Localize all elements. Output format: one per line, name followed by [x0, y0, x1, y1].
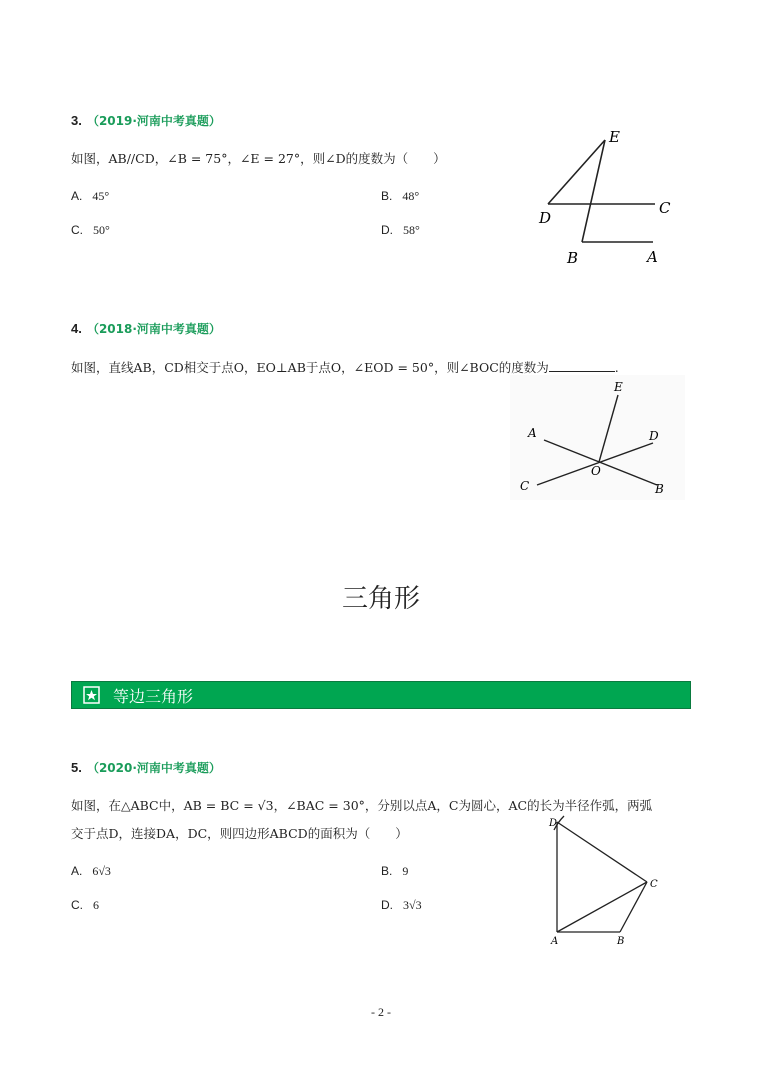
q5-option-d[interactable]: D. 3√3 — [381, 898, 422, 912]
q5-line-dc — [557, 822, 647, 882]
q3-line-eb — [582, 140, 605, 242]
q5-option-a[interactable]: A. 6√3 — [71, 864, 111, 878]
q4-label-e: E — [614, 380, 623, 394]
q3-option-a[interactable]: A. 45° — [71, 189, 110, 203]
q5-source: （2020·河南中考真题） — [86, 761, 221, 775]
q4-number: 4. — [71, 321, 82, 336]
q5-label-a: A — [551, 936, 559, 947]
q5-stem-line2: 交于点D，连接DA，DC，则四边形ABCD的面积为（ ） — [71, 826, 408, 841]
q4-stem-end: . — [614, 360, 619, 375]
q4-stem-text: 如图，直线AB，CD相交于点O，EO⊥AB于点O，∠EOD = 50°，则∠BOC的度数为 — [71, 360, 549, 375]
q4-source: （2018·河南中考真题） — [86, 322, 221, 336]
q3-option-c[interactable]: C. 50° — [71, 223, 110, 237]
q5-number: 5. — [71, 760, 82, 775]
answer-blank[interactable] — [549, 359, 615, 372]
topic-band — [71, 681, 691, 709]
bookmark-star-icon — [82, 685, 102, 705]
q5-option-b[interactable]: B. 9 — [381, 864, 409, 878]
q3-line-de — [548, 140, 605, 204]
q4-label-a: A — [528, 426, 537, 440]
q4-label-o: O — [591, 464, 601, 478]
section-title: 三角形 — [341, 584, 420, 614]
q4-header — [71, 318, 221, 337]
q4-figure — [510, 375, 685, 500]
q5-figure — [540, 812, 670, 952]
q3-figure — [525, 122, 685, 272]
page-number: - 2 - — [371, 1005, 391, 1019]
q4-label-b: B — [655, 482, 664, 496]
q3-number: 3. — [71, 113, 82, 128]
q4-label-d: D — [649, 429, 659, 443]
q3-label-b: B — [567, 249, 579, 267]
q3-header — [71, 110, 221, 129]
q3-option-d[interactable]: D. 58° — [381, 223, 420, 237]
q3-label-a: A — [647, 248, 658, 266]
q5-label-b: B — [617, 936, 625, 947]
q5-label-d: D — [549, 818, 558, 829]
q3-option-b[interactable]: B. 48° — [381, 189, 420, 203]
q4-label-c: C — [520, 479, 530, 493]
q3-stem: 如图，AB//CD，∠B = 75°，∠E = 27°，则∠D的度数为（ ） — [71, 151, 446, 166]
q3-label-c: C — [659, 199, 671, 217]
q5-stem-line1: 如图，在△ABC中，AB = BC = √3，∠BAC = 30°，分别以点A，C为圆心，AC的长为半径作弧，两弧 — [71, 798, 653, 813]
q3-source: （2019·河南中考真题） — [86, 114, 221, 128]
q3-label-d: D — [539, 209, 552, 227]
q5-option-c[interactable]: C. 6 — [71, 898, 99, 912]
q4-stem — [71, 358, 619, 376]
q5-header — [71, 757, 221, 776]
q5-label-c: C — [650, 879, 658, 890]
band-title: 等边三角形 — [113, 687, 194, 706]
q3-label-e: E — [609, 128, 620, 146]
